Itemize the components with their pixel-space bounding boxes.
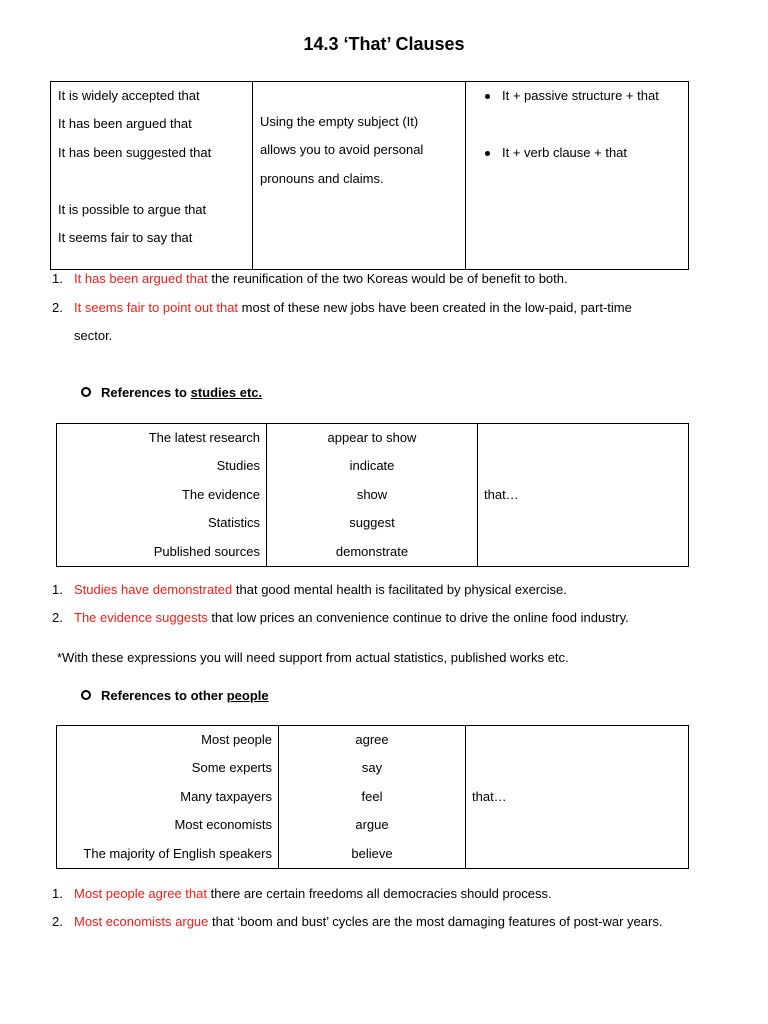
explanation-line: Using the empty subject (It) (260, 114, 419, 129)
note: *With these expressions you will need support from actual statistics, published works etc. (57, 650, 569, 665)
subject: Most people (201, 732, 272, 747)
highlighted-phrase: The evidence suggests (74, 610, 208, 625)
subject: The latest research (148, 430, 260, 445)
example-continuation: sector. (74, 328, 113, 343)
verb: show (356, 486, 388, 502)
spacer (480, 110, 682, 138)
phrase: It is widely accepted that (58, 88, 200, 103)
that-cell: that… (478, 424, 689, 567)
list-number: 1. (52, 582, 63, 597)
page-title: 14.3 ‘That’ Clauses (303, 34, 465, 54)
subject: Many taxpayers (180, 788, 272, 804)
subjects-cell (57, 726, 279, 869)
example-line (52, 582, 567, 597)
list-number: 2. (52, 610, 63, 625)
example-text: the reunification of the two Koreas would be of benefit to both. (207, 271, 568, 286)
list-number: 2. (52, 300, 63, 315)
highlighted-phrase: It has been argued that (74, 271, 208, 286)
verb: agree (355, 732, 389, 747)
verb: believe (351, 845, 393, 861)
structure-bullet: It + verb clause + that (480, 139, 682, 167)
section-heading-people (81, 688, 269, 703)
phrases-cell (51, 82, 253, 270)
subject: The evidence (181, 486, 260, 502)
subject: Statistics (207, 515, 260, 531)
list-number: 1. (52, 886, 63, 901)
section-heading-studies (81, 385, 262, 400)
example-text: there are certain freedoms all democracies should process. (206, 886, 552, 901)
phrase: It has been suggested that (58, 144, 212, 160)
subject: Most economists (174, 817, 272, 833)
example-line (52, 271, 568, 286)
verb: suggest (349, 515, 395, 531)
highlighted-phrase: Most people agree that (74, 886, 207, 901)
example-text: that ‘boom and bust’ cycles are the most damaging features of post-war years. (208, 914, 663, 929)
people-table (56, 725, 689, 869)
subjects-cell (57, 424, 267, 567)
verbs-cell (279, 726, 466, 869)
highlighted-phrase: Most economists argue (74, 914, 209, 929)
circle-bullet-icon (81, 387, 91, 397)
example-text: most of these new jobs have been created in the low-paid, part-time (238, 300, 632, 315)
phrase: It seems fair to say that (58, 229, 193, 245)
heading-underlined: studies etc. (190, 385, 263, 400)
highlighted-phrase: It seems fair to point out that (74, 300, 239, 315)
highlighted-phrase: Studies have demonstrated (74, 582, 233, 597)
phrase-spacer (51, 167, 252, 195)
verb: indicate (349, 458, 395, 474)
example-line (52, 610, 629, 625)
verb: feel (361, 788, 383, 804)
studies-table (56, 423, 689, 567)
verb: demonstrate (335, 543, 409, 559)
example-text: that low prices an convenience continue to drive the online food industry. (207, 610, 629, 625)
explanation-line: allows you to avoid personal (260, 142, 424, 158)
that-clause-table (50, 81, 689, 270)
example-line (52, 914, 662, 929)
explanation-cell (253, 82, 466, 270)
list-number: 1. (52, 271, 63, 286)
phrase: It has been argued that (58, 116, 192, 132)
structures-cell (466, 82, 689, 270)
subject: Published sources (153, 543, 260, 559)
circle-bullet-icon (81, 690, 91, 700)
phrase: It is possible to argue that (58, 201, 207, 217)
heading-text: References to other (101, 688, 227, 703)
list-number: 2. (52, 914, 63, 929)
verbs-cell (267, 424, 478, 567)
that-cell: that… (466, 726, 689, 869)
heading-text: References to (101, 385, 191, 400)
heading-underlined: people (226, 688, 269, 703)
example-text: that good mental health is facilitated by physical exercise. (232, 582, 567, 597)
verb: argue (355, 817, 389, 833)
explanation-line: pronouns and claims. (260, 170, 384, 186)
example-line (52, 300, 632, 315)
subject: The majority of English speakers (83, 845, 272, 861)
subject: Some experts (191, 760, 272, 776)
subject: Studies (216, 458, 260, 474)
verb: appear to show (327, 430, 417, 445)
example-line (52, 886, 552, 901)
verb: say (361, 760, 383, 776)
structure-bullet: It + passive structure + that (480, 82, 682, 110)
